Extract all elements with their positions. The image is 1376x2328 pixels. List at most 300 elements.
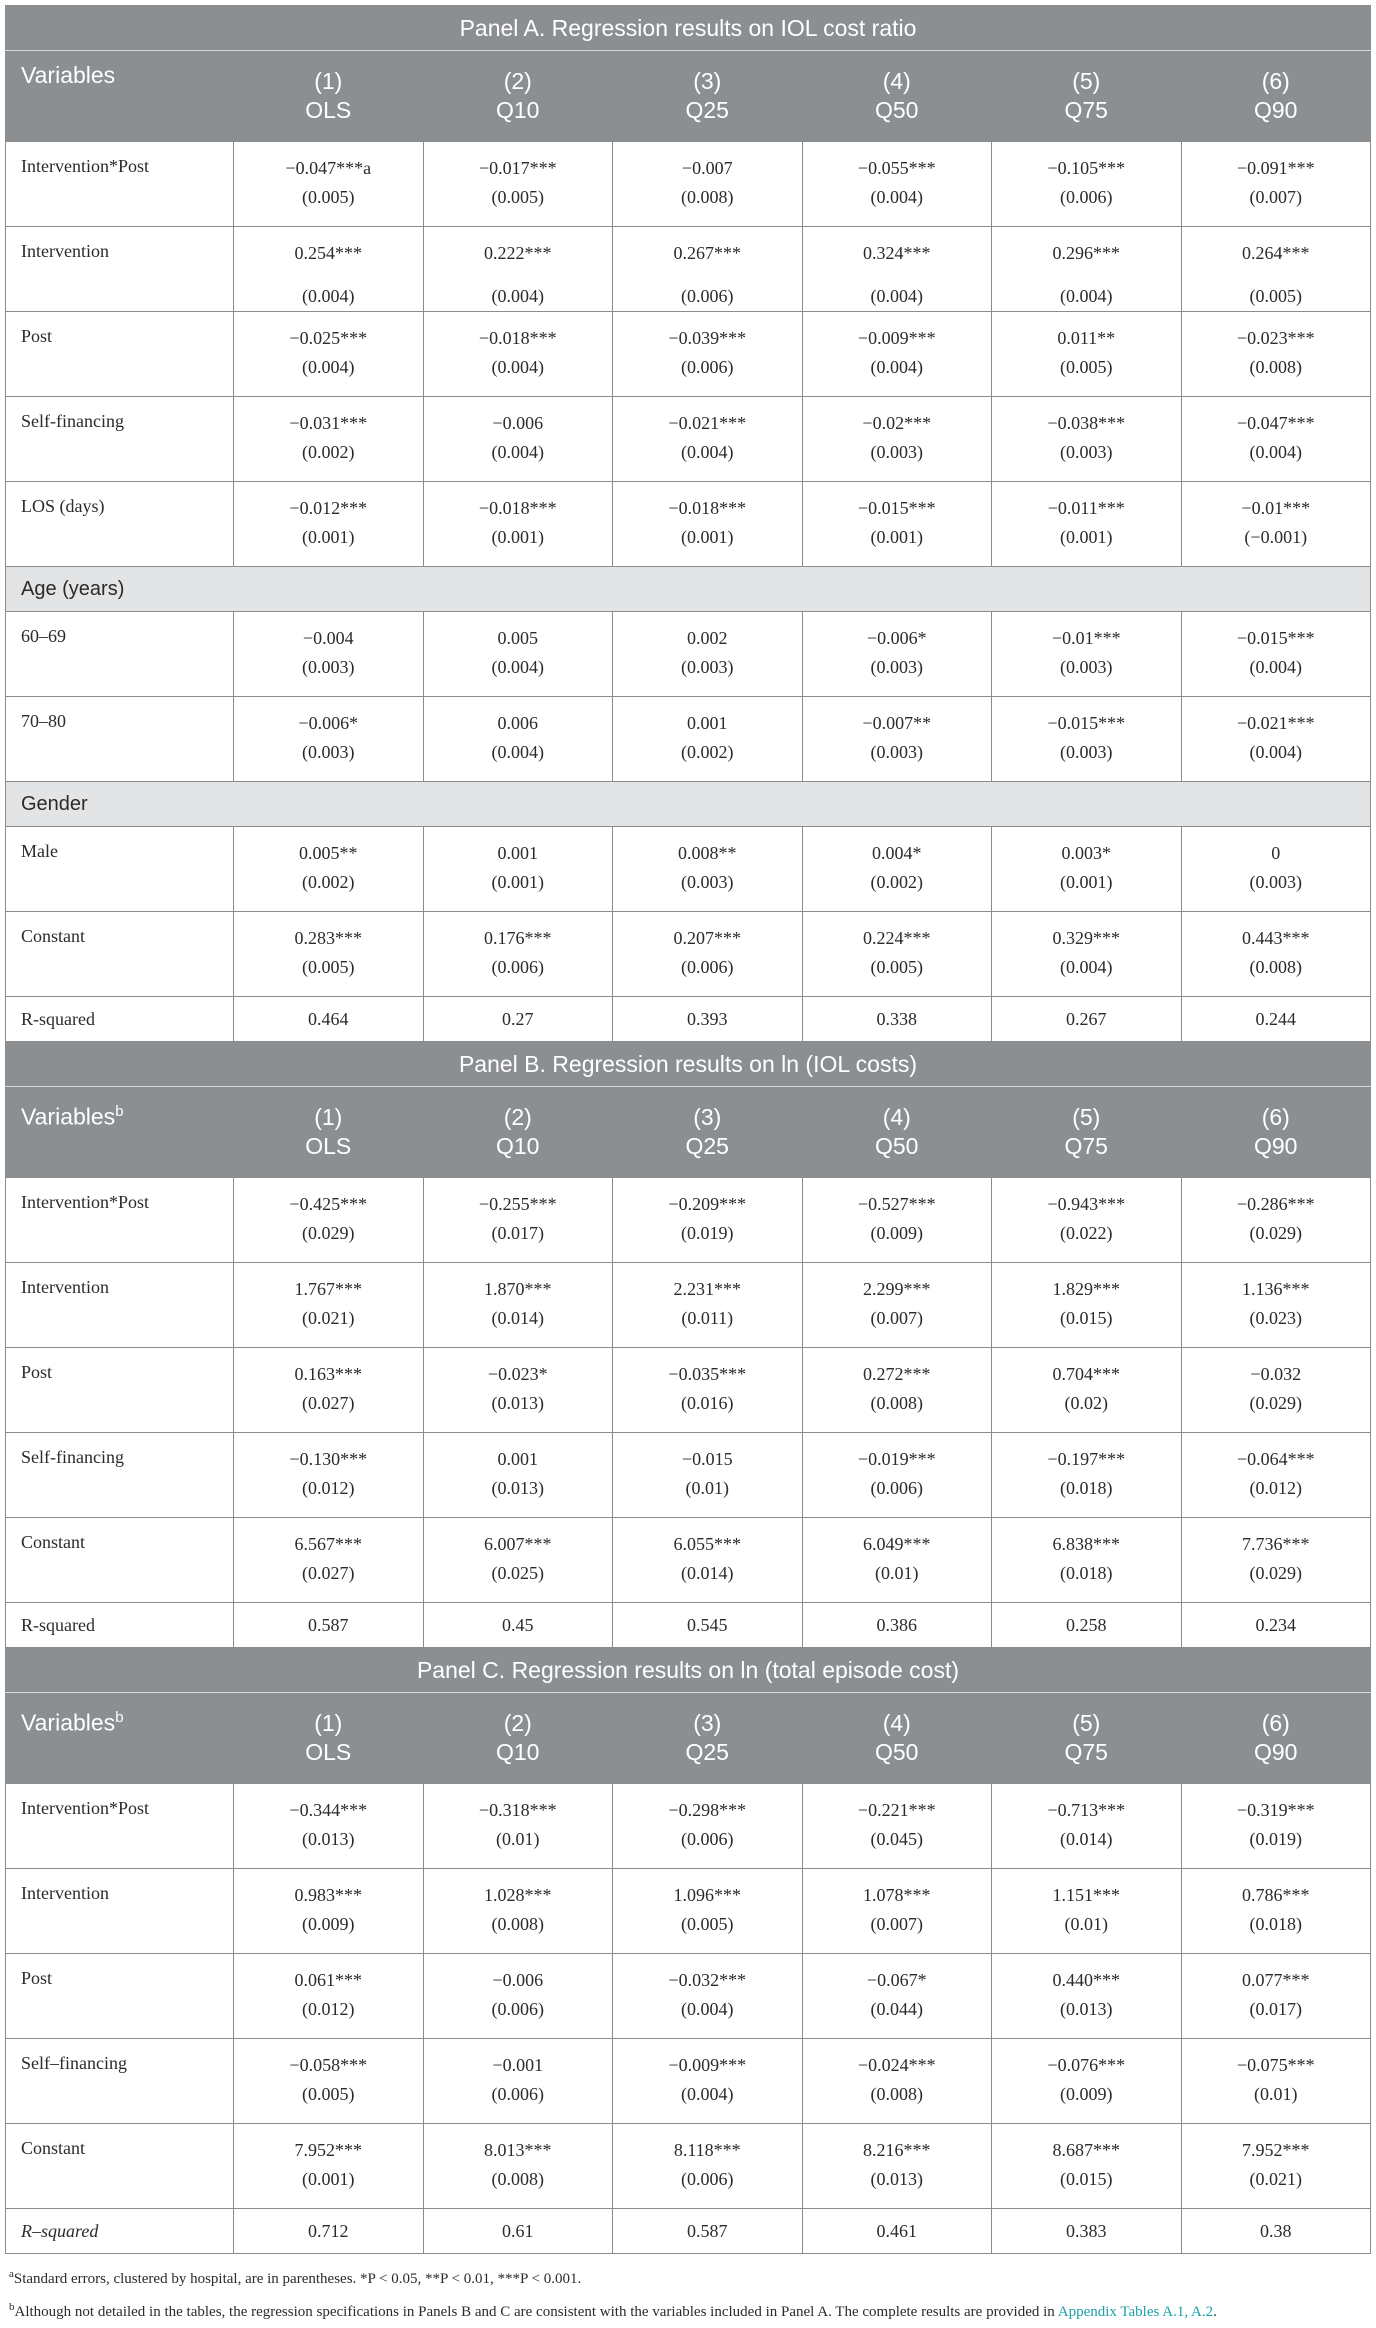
column-header: [423, 51, 613, 142]
standard-error: (0.004): [1249, 657, 1302, 677]
r-squared-row: [6, 2209, 1371, 2254]
standard-error: (0.008): [870, 2084, 923, 2104]
coefficient-value: 2.231***: [673, 1279, 741, 1299]
table-cell: [423, 312, 613, 397]
coefficient-value: 1.078***: [863, 1885, 931, 1905]
standard-error: (0.018): [1060, 1478, 1113, 1498]
coefficient-value: −0.032***: [668, 1970, 747, 1990]
standard-error: (0.004): [491, 657, 544, 677]
coefficient-value: −0.015***: [1236, 628, 1315, 648]
coefficient-value: 0.283***: [294, 928, 362, 948]
table-cell: [992, 312, 1182, 397]
table-cell: [234, 397, 424, 482]
standard-error: (0.027): [302, 1563, 355, 1583]
standard-error: (0.003): [1060, 442, 1113, 462]
standard-error: (0.045): [870, 1829, 923, 1849]
standard-error: (0.005): [491, 187, 544, 207]
coefficient-value: 6.049***: [863, 1534, 931, 1554]
table-cell: [1181, 397, 1371, 482]
coefficient-value: −0.021***: [1236, 713, 1315, 733]
coefficient-value: −0.035***: [668, 1364, 747, 1384]
table-cell: [423, 2039, 613, 2124]
table-cell: [234, 697, 424, 782]
column-number: (4): [882, 1104, 911, 1130]
table-cell: [992, 142, 1182, 227]
coefficient-value: −0.023*: [487, 1364, 548, 1384]
column-model: OLS: [305, 1739, 352, 1765]
table-row: [6, 697, 1371, 782]
standard-error: (0.006): [681, 1829, 734, 1849]
table-cell: [423, 482, 613, 567]
column-model: OLS: [305, 1133, 352, 1159]
standard-error: (0.013): [302, 1829, 355, 1849]
table-cell: [613, 697, 803, 782]
coefficient-value: −0.006: [492, 413, 544, 433]
table-cell: [613, 612, 803, 697]
regression-table: [5, 5, 1371, 2254]
footnote-a: $^a$Standard errors, clustered by hospital, are in parentheses. *P < 0.05, **P < 0.01, ***P < 0.001.: [9, 2268, 582, 2287]
row-label: Constant: [6, 1518, 234, 1603]
r-squared-value: 0.464: [234, 997, 424, 1042]
table-cell: [613, 142, 803, 227]
footnote-b: $^b$Although not detailed in the tables, the regression specifications in Panels B and C are consistent with the variables included in Panel A. The complete results are provided in Appendix Tables A.1, A.2.: [9, 2301, 1217, 2320]
table-cell: [613, 1433, 803, 1518]
standard-error: (0.001): [302, 527, 355, 547]
standard-error: (0.001): [491, 872, 544, 892]
column-number: (2): [503, 1710, 532, 1736]
standard-error: (0.001): [302, 2169, 355, 2189]
standard-error: (0.029): [1249, 1223, 1302, 1243]
standard-error: (0.006): [491, 957, 544, 977]
coefficient-value: 1.028***: [484, 1885, 552, 1905]
table-cell: [234, 912, 424, 997]
appendix-link[interactable]: Appendix Tables A.1, A.2: [1057, 2304, 1214, 2320]
standard-error: (0.016): [681, 1393, 734, 1413]
variables-header: Variables: [6, 51, 234, 142]
column-number: (3): [693, 68, 722, 94]
column-number: (4): [882, 68, 911, 94]
column-header: [613, 1087, 803, 1178]
coefficient-value: 7.952***: [294, 2140, 362, 2160]
table-cell: [234, 2124, 424, 2209]
coefficient-value: −0.021***: [668, 413, 747, 433]
coefficient-value: 8.013***: [484, 2140, 552, 2160]
standard-error: (0.01): [496, 1829, 540, 1849]
table-cell: [802, 2124, 992, 2209]
table-row: [6, 1263, 1371, 1348]
r-squared-value: 0.244: [1181, 997, 1371, 1042]
table-cell: [802, 482, 992, 567]
row-label: Post: [6, 312, 234, 397]
coefficient-value: −0.004: [302, 628, 354, 648]
column-model: Q10: [496, 1133, 540, 1159]
coefficient-value: 0.272***: [863, 1364, 931, 1384]
standard-error: (0.005): [302, 957, 355, 977]
coefficient-value: −0.039***: [668, 328, 747, 348]
standard-error: (0.004): [1249, 742, 1302, 762]
table-cell: [802, 1784, 992, 1869]
table-cell: [992, 1954, 1182, 2039]
coefficient-value: 0.329***: [1052, 928, 1120, 948]
row-label: Self-financing: [6, 397, 234, 482]
panel-b-title-row: [6, 1042, 1371, 1087]
standard-error: (0.003): [1060, 742, 1113, 762]
coefficient-value: −0.006*: [298, 713, 359, 733]
column-number: (5): [1072, 1710, 1101, 1736]
column-model: Q90: [1254, 1133, 1298, 1159]
standard-error: (0.01): [875, 1563, 919, 1583]
column-number: (4): [882, 1710, 911, 1736]
standard-error: (0.017): [491, 1223, 544, 1243]
coefficient-value: −0.012***: [289, 498, 368, 518]
standard-error: (0.004): [681, 1999, 734, 2019]
coefficient-value: −0.318***: [478, 1800, 557, 1820]
standard-error: (0.01): [1064, 1914, 1108, 1934]
standard-error: (0.004): [491, 286, 544, 306]
standard-error: (0.019): [681, 1223, 734, 1243]
age-group-row-label: Age (years): [6, 567, 1371, 612]
panel-c-column-header-row: [6, 1693, 1371, 1784]
coefficient-value: 0.004*: [872, 843, 922, 863]
table-cell: [234, 2039, 424, 2124]
column-model: Q50: [875, 97, 919, 123]
coefficient-value: 0.264***: [1242, 243, 1310, 263]
table-cell: [234, 1518, 424, 1603]
standard-error: (−0.001): [1244, 527, 1308, 547]
coefficient-value: −0.02***: [862, 413, 932, 433]
table-cell: [992, 697, 1182, 782]
coefficient-value: −0.055***: [857, 158, 936, 178]
coefficient-value: −0.011***: [1047, 498, 1125, 518]
column-header: [234, 1693, 424, 1784]
table-cell: [1181, 312, 1371, 397]
column-model: Q25: [685, 97, 729, 123]
panel-c-title-row: [6, 1648, 1371, 1693]
table-cell: [613, 312, 803, 397]
coefficient-value: −0.018***: [478, 328, 557, 348]
standard-error: (0.003): [870, 657, 923, 677]
coefficient-value: 0.207***: [673, 928, 741, 948]
coefficient-value: −0.713***: [1047, 1800, 1126, 1820]
coefficient-value: −0.209***: [668, 1194, 747, 1214]
row-label: 70–80: [6, 697, 234, 782]
coefficient-value: −0.01***: [1241, 498, 1311, 518]
table-cell: [423, 1954, 613, 2039]
table-cell: [802, 1869, 992, 1954]
r-squared-value: 0.712: [234, 2209, 424, 2254]
column-number: (1): [314, 68, 343, 94]
coefficient-value: −0.018***: [478, 498, 557, 518]
coefficient-value: 0.011**: [1057, 328, 1116, 348]
standard-error: (0.004): [681, 442, 734, 462]
table-cell: [234, 227, 424, 312]
table-row: [6, 1348, 1371, 1433]
r-squared-value: 0.383: [992, 2209, 1182, 2254]
standard-error: (0.008): [870, 1393, 923, 1413]
standard-error: (0.006): [681, 2169, 734, 2189]
table-cell: [613, 1518, 803, 1603]
standard-error: (0.014): [1060, 1829, 1113, 1849]
column-model: Q10: [496, 1739, 540, 1765]
standard-error: (0.004): [870, 357, 923, 377]
coefficient-value: −0.038***: [1047, 413, 1126, 433]
r-squared-value: 0.267: [992, 997, 1182, 1042]
coefficient-value: 0.163***: [294, 1364, 362, 1384]
regression-table-container: [5, 5, 1371, 2328]
table-cell: [234, 482, 424, 567]
table-cell: [1181, 2124, 1371, 2209]
standard-error: (0.003): [1249, 872, 1302, 892]
coefficient-value: 8.118***: [673, 2140, 741, 2160]
coefficient-value: 1.136***: [1242, 1279, 1310, 1299]
column-header: [234, 1087, 424, 1178]
coefficient-value: −0.006: [492, 1970, 544, 1990]
row-label: Constant: [6, 912, 234, 997]
standard-error: (0.001): [491, 527, 544, 547]
table-cell: [423, 142, 613, 227]
table-cell: [802, 397, 992, 482]
column-number: (3): [693, 1710, 722, 1736]
column-header: [423, 1087, 613, 1178]
coefficient-value: −0.527***: [857, 1194, 936, 1214]
standard-error: (0.005): [1060, 357, 1113, 377]
table-cell: [1181, 1263, 1371, 1348]
column-header: [992, 1087, 1182, 1178]
table-cell: [1181, 1954, 1371, 2039]
table-row: [6, 2039, 1371, 2124]
standard-error: (0.018): [1249, 1914, 1302, 1934]
column-number: (3): [693, 1104, 722, 1130]
coefficient-value: 7.736***: [1242, 1534, 1310, 1554]
table-cell: [1181, 697, 1371, 782]
standard-error: (0.015): [1060, 1308, 1113, 1328]
table-row: [6, 2124, 1371, 2209]
coefficient-value: 0.704***: [1052, 1364, 1120, 1384]
coefficient-value: −0.091***: [1236, 158, 1315, 178]
table-cell: [992, 827, 1182, 912]
variables-header: Variables$^b$: [6, 1087, 234, 1178]
standard-error: (0.002): [870, 872, 923, 892]
coefficient-value: 0.001: [687, 713, 728, 733]
table-cell: [992, 1433, 1182, 1518]
column-header: [613, 51, 803, 142]
standard-error: (0.001): [681, 527, 734, 547]
r-squared-value: 0.338: [802, 997, 992, 1042]
column-model: Q10: [496, 97, 540, 123]
coefficient-value: 0.224***: [863, 928, 931, 948]
coefficient-value: 0.005**: [299, 843, 358, 863]
gender-group-row: [6, 782, 1371, 827]
table-cell: [234, 612, 424, 697]
table-cell: [613, 2124, 803, 2209]
coefficient-value: −0.015***: [1047, 713, 1126, 733]
table-cell: [992, 1518, 1182, 1603]
coefficient-value: 0.324***: [863, 243, 931, 263]
column-model: Q25: [685, 1739, 729, 1765]
table-cell: [802, 827, 992, 912]
table-cell: [802, 912, 992, 997]
standard-error: (0.006): [681, 957, 734, 977]
standard-error: (0.003): [1060, 657, 1113, 677]
standard-error: (0.001): [1060, 872, 1113, 892]
column-model: OLS: [305, 97, 352, 123]
table-cell: [613, 482, 803, 567]
coefficient-value: −0.017***: [478, 158, 557, 178]
coefficient-value: 0.002: [687, 628, 728, 648]
r-squared-value: 0.386: [802, 1603, 992, 1648]
standard-error: (0.003): [302, 742, 355, 762]
table-cell: [1181, 1784, 1371, 1869]
standard-error: (0.012): [302, 1478, 355, 1498]
coefficient-value: 0.296***: [1052, 243, 1120, 263]
coefficient-value: 0.001: [497, 843, 538, 863]
table-cell: [1181, 1433, 1371, 1518]
standard-error: (0.004): [1060, 957, 1113, 977]
coefficient-value: −0.064***: [1236, 1449, 1315, 1469]
standard-error: (0.027): [302, 1393, 355, 1413]
coefficient-value: −0.298***: [668, 1800, 747, 1820]
table-cell: [992, 227, 1182, 312]
panel-a-title: Panel A. Regression results on IOL cost ratio: [6, 6, 1371, 51]
table-cell: [613, 1178, 803, 1263]
standard-error: (0.006): [491, 1999, 544, 2019]
coefficient-value: 1.151***: [1052, 1885, 1120, 1905]
row-label: Intervention*Post: [6, 142, 234, 227]
standard-error: (0.021): [302, 1308, 355, 1328]
coefficient-value: 6.567***: [294, 1534, 362, 1554]
column-header: [802, 1087, 992, 1178]
table-cell: [992, 912, 1182, 997]
variables-header: Variables$^b$: [6, 1693, 234, 1784]
row-label: R–squared: [6, 2209, 234, 2254]
standard-error: (0.005): [870, 957, 923, 977]
coefficient-value: 0.077***: [1242, 1970, 1310, 1990]
table-row: [6, 227, 1371, 312]
coefficient-value: −0.031***: [289, 413, 368, 433]
table-row: [6, 397, 1371, 482]
table-cell: [423, 912, 613, 997]
standard-error: (0.007): [1249, 187, 1302, 207]
standard-error: (0.004): [302, 286, 355, 306]
table-cell: [1181, 612, 1371, 697]
coefficient-value: −0.019***: [857, 1449, 936, 1469]
column-number: (5): [1072, 1104, 1101, 1130]
standard-error: (0.009): [302, 1914, 355, 1934]
coefficient-value: −0.197***: [1047, 1449, 1126, 1469]
r-squared-row: [6, 997, 1371, 1042]
table-cell: [1181, 1348, 1371, 1433]
standard-error: (0.008): [491, 1914, 544, 1934]
r-squared-value: 0.587: [613, 2209, 803, 2254]
coefficient-value: −0.221***: [857, 1800, 936, 1820]
r-squared-value: 0.234: [1181, 1603, 1371, 1648]
row-label: Constant: [6, 2124, 234, 2209]
standard-error: (0.011): [681, 1308, 734, 1328]
coefficient-value: 0: [1271, 843, 1281, 863]
table-cell: [1181, 2039, 1371, 2124]
table-cell: [992, 397, 1182, 482]
standard-error: (0.01): [1254, 2084, 1298, 2104]
coefficient-value: −0.425***: [289, 1194, 368, 1214]
column-model: Q90: [1254, 97, 1298, 123]
panel-a-title-row: [6, 6, 1371, 51]
coefficient-value: −0.001: [492, 2055, 544, 2075]
coefficient-value: −0.286***: [1236, 1194, 1315, 1214]
coefficient-value: 0.786***: [1242, 1885, 1310, 1905]
coefficient-value: −0.255***: [478, 1194, 557, 1214]
column-header: [1181, 51, 1371, 142]
column-number: (5): [1072, 68, 1101, 94]
coefficient-value: −0.006*: [866, 628, 927, 648]
standard-error: (0.021): [1249, 2169, 1302, 2189]
panel-b-column-header-row: [6, 1087, 1371, 1178]
standard-error: (0.012): [1249, 1478, 1302, 1498]
column-model: Q75: [1064, 97, 1108, 123]
table-cell: [423, 1518, 613, 1603]
table-cell: [802, 697, 992, 782]
standard-error: (0.001): [1060, 527, 1113, 547]
coefficient-value: 1.096***: [673, 1885, 741, 1905]
row-label: Intervention: [6, 227, 234, 312]
table-cell: [423, 612, 613, 697]
standard-error: (0.013): [491, 1393, 544, 1413]
coefficient-value: −0.025***: [289, 328, 368, 348]
standard-error: (0.007): [870, 1308, 923, 1328]
standard-error: (0.009): [1060, 2084, 1113, 2104]
standard-error: (0.004): [491, 442, 544, 462]
coefficient-value: −0.018***: [668, 498, 747, 518]
standard-error: (0.006): [681, 357, 734, 377]
coefficient-value: −0.319***: [1236, 1800, 1315, 1820]
row-label: R-squared: [6, 997, 234, 1042]
coefficient-value: 0.254***: [294, 243, 362, 263]
standard-error: (0.002): [681, 742, 734, 762]
standard-error: (0.029): [1249, 1563, 1302, 1583]
coefficient-value: 0.222***: [484, 243, 552, 263]
table-cell: [423, 697, 613, 782]
coefficient-value: 1.829***: [1052, 1279, 1120, 1299]
table-cell: [423, 227, 613, 312]
table-cell: [802, 1263, 992, 1348]
table-row: [6, 912, 1371, 997]
coefficient-value: −0.067*: [866, 1970, 927, 1990]
r-squared-value: 0.587: [234, 1603, 424, 1648]
table-cell: [423, 1263, 613, 1348]
table-cell: [423, 397, 613, 482]
table-cell: [802, 1348, 992, 1433]
standard-error: (0.029): [1249, 1393, 1302, 1413]
standard-error: (0.025): [491, 1563, 544, 1583]
table-cell: [234, 312, 424, 397]
table-cell: [423, 1348, 613, 1433]
panel-a-column-header-row: [6, 51, 1371, 142]
standard-error: (0.013): [870, 2169, 923, 2189]
coefficient-value: −0.01***: [1051, 628, 1121, 648]
table-row: [6, 142, 1371, 227]
coefficient-value: −0.075***: [1236, 2055, 1315, 2075]
coefficient-value: 1.870***: [484, 1279, 552, 1299]
table-cell: [1181, 1869, 1371, 1954]
standard-error: (0.001): [870, 527, 923, 547]
table-cell: [234, 1869, 424, 1954]
table-cell: [802, 142, 992, 227]
standard-error: (0.019): [1249, 1829, 1302, 1849]
standard-error: (0.006): [870, 1478, 923, 1498]
row-label: R-squared: [6, 1603, 234, 1648]
standard-error: (0.004): [870, 286, 923, 306]
standard-error: (0.003): [681, 657, 734, 677]
table-row: [6, 827, 1371, 912]
